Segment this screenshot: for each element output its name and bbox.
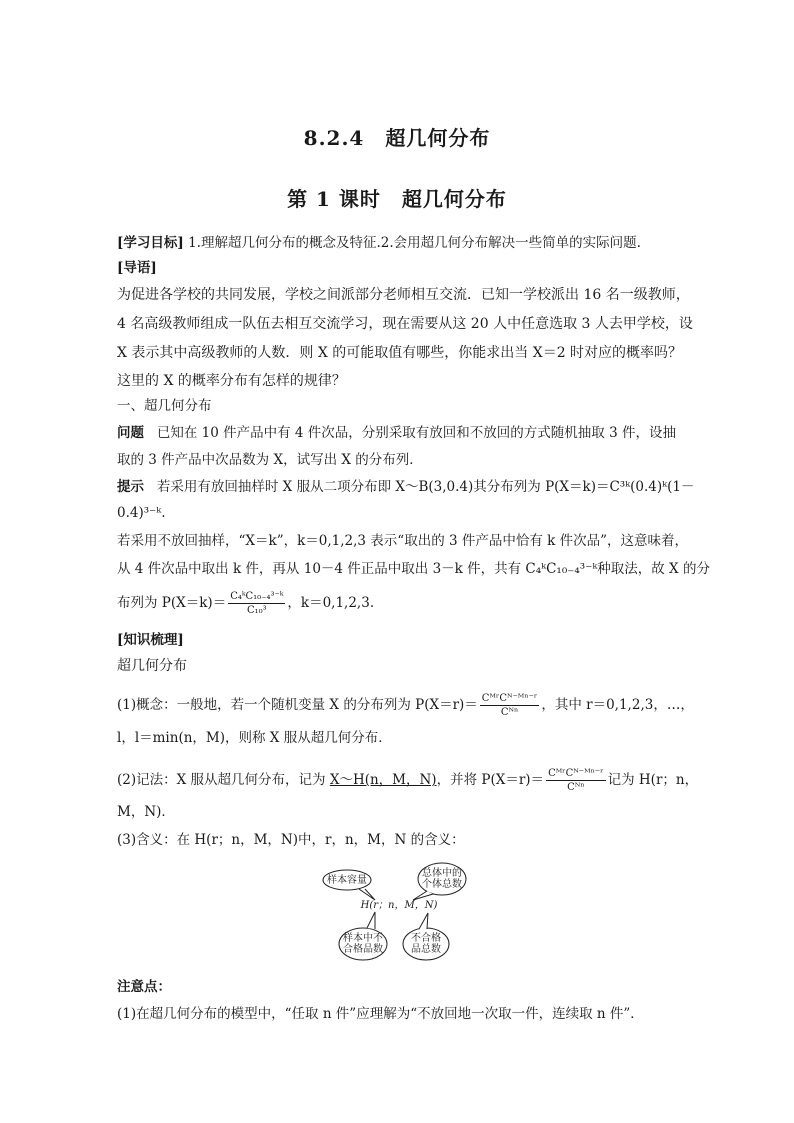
concept-line-1 — [117, 692, 694, 719]
hint-line-2: 0.4)³⁻ᵏ. — [117, 505, 166, 521]
knowledge-subheading: 超几何分布 — [117, 658, 187, 674]
hint-fraction — [228, 590, 285, 617]
intro-line: 为促进各学校的共同发展，学校之间派部分老师相互交流．已知一学校派出 16 名一级教师， — [117, 287, 690, 303]
section1-heading: 一、超几何分布 — [117, 398, 212, 414]
notation-suffix: 记为 H(r；n， — [607, 772, 699, 788]
concept-fraction-numerator: CᴹʳCᴺ⁻ᴹⁿ⁻ʳ — [481, 693, 538, 704]
bubble-population-total-line-1: 总体中的 — [422, 868, 462, 879]
bubble-population-total-line-2: 个体总数 — [422, 879, 462, 890]
intro-label: [导语] — [117, 260, 157, 276]
notation-line-2: M，N)． — [117, 804, 175, 820]
notation-underlined: X～H(n，M，N) — [329, 772, 437, 788]
lesson-title: 第 1 课时 超几何分布 — [287, 187, 507, 211]
concept-line-2: l，l＝min(n，M)，则称 X 服从超几何分布． — [117, 730, 392, 746]
notation-fraction-denominator: Cᴺⁿ — [567, 782, 585, 793]
bubble-total-defects-line-1: 不合格 — [411, 933, 441, 944]
bubble-sample-defects-line-2: 合格品数 — [343, 944, 383, 955]
concept-suffix: ，其中 r＝0,1,2,3，…， — [541, 697, 694, 713]
hint-fraction-denominator: C₁₀³ — [246, 605, 267, 616]
knowledge-label: [知识梳理] — [117, 632, 184, 648]
meaning-line: (3)含义：在 H(r；n，M，N)中，r，n，M，N 的含义： — [117, 832, 465, 848]
intro-line: 这里的 X 的概率分布有怎样的规律？ — [117, 373, 346, 389]
concept-prefix: (1)概念：一般地，若一个随机变量 X 的分布列为 P(X＝r)＝ — [117, 697, 478, 713]
concept-fraction — [480, 692, 540, 719]
hint-label: 提示 — [117, 479, 144, 495]
problem-label: 问题 — [117, 425, 144, 441]
problem-line-2: 取的 3 件产品中次品数为 X，试写出 X 的分布列． — [117, 452, 423, 468]
problem-line-1 — [117, 424, 677, 442]
intro-line: X 表示其中高级教师的人数．则 X 的可能取值有哪些，你能求出当 X＝2 时对应的概率吗？ — [117, 345, 683, 361]
hint-line-4: 从 4 件次品中取出 k 件，再从 10－4 件正品中取出 3－k 件，共有 C₄ᵏC₁₀₋₄³⁻ᵏ种取法，故 X 的分 — [117, 561, 710, 577]
bubble-total-defects-line-2: 品总数 — [411, 944, 441, 955]
note-item-1: (1)在超几何分布的模型中，“任取 n 件”应理解为“不放回地一次取一件，连续取 n 件”． — [117, 1006, 644, 1022]
diagram-center-label: H(r；n，M，N) — [360, 900, 438, 911]
intro-line: 4 名高级教师组成一队伍去相互交流学习，现在需要从这 20 人中任意选取 3 人去甲学校，设 — [117, 316, 693, 332]
objectives-text: 1.理解超几何分布的概念及特征.2.会用超几何分布解决一些简单的实际问题. — [188, 235, 641, 251]
hint-formula-suffix: ，k＝0,1,2,3. — [287, 595, 375, 611]
notation-fraction-numerator: CᴹʳCᴺ⁻ᴹⁿ⁻ʳ — [548, 768, 604, 779]
bubble-sample-defects-line-1: 样本中不 — [343, 933, 383, 944]
hint-fraction-numerator: C₄ᵏC₁₀₋₄³⁻ᵏ — [230, 591, 284, 602]
concept-fraction-denominator: Cᴺⁿ — [500, 707, 519, 718]
problem-text: 已知在 10 件产品中有 4 件次品，分别采取有放回和不放回的方式随机抽取 3 件，设抽 — [156, 425, 676, 441]
notation-fraction — [546, 767, 606, 794]
hint-line-1 — [117, 478, 695, 496]
notation-middle: ，并将 P(X＝r)＝ — [436, 772, 545, 788]
hint-line-5 — [117, 590, 677, 617]
hint-line-3: 若采用不放回抽样，“X＝k”，k＝0,1,2,3 表示“取出的 3 件产品中恰有 k 件次品”，这意味着， — [117, 533, 689, 549]
notes-label: 注意点： — [117, 979, 171, 995]
hint-text: 若采用有放回抽样时 X 服从二项分布即 X～B(3,0.4)其分布列为 P(X＝k)＝C³ᵏ(0.4)ᵏ(1－ — [156, 479, 695, 495]
notation-prefix: (2)记法：X 服从超几何分布，记为 — [117, 772, 330, 788]
objectives-label: [学习目标] — [117, 235, 184, 251]
section-title: 8.2.4 超几何分布 — [303, 126, 491, 150]
hypergeometric-diagram — [315, 860, 480, 965]
notation-line-1 — [117, 767, 699, 794]
hint-formula-prefix: 布列为 P(X＝k)＝ — [117, 595, 227, 611]
bubble-sample-size: 样本容量 — [327, 875, 367, 886]
learning-objectives — [117, 234, 677, 252]
